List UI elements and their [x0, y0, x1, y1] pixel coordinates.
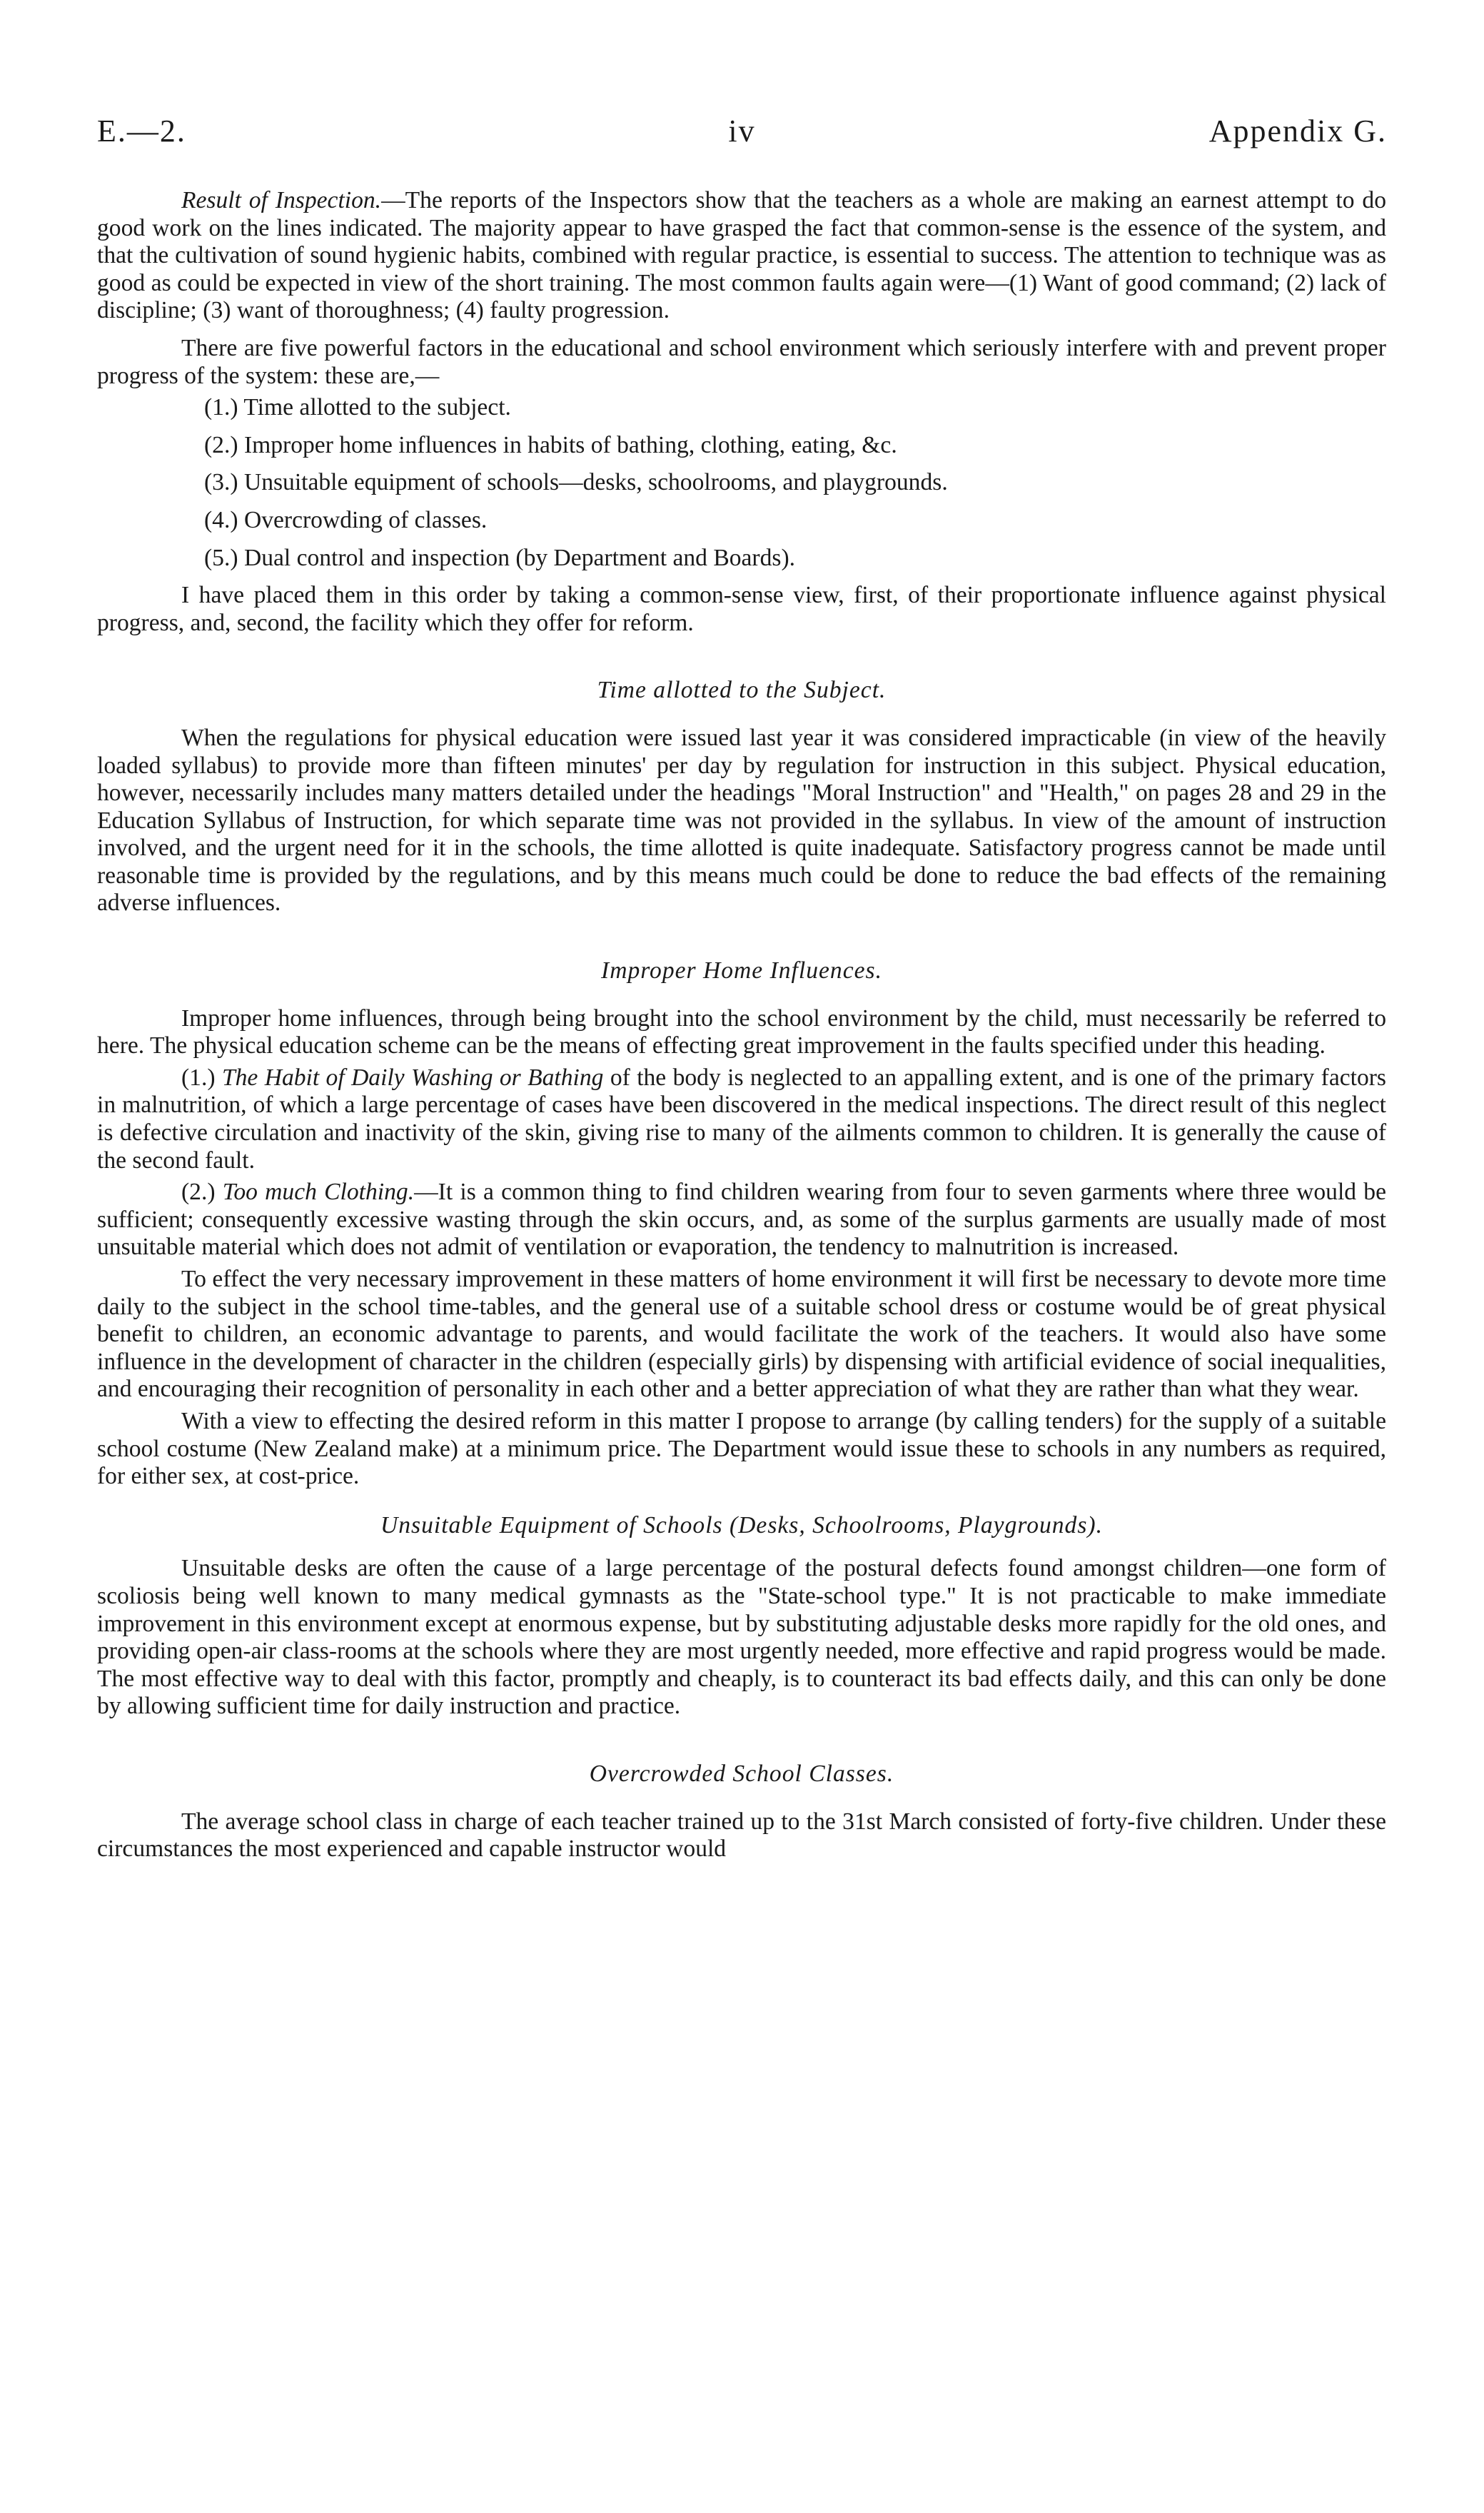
page-header	[97, 113, 1387, 156]
home-clothing-paragraph	[97, 1179, 1386, 1261]
document-body	[97, 187, 1386, 1868]
factor-item: (5.) Dual control and inspection (by Department and Boards).	[204, 544, 796, 571]
page-number: iv	[728, 114, 756, 148]
result-lead: Result of Inspection.	[181, 187, 382, 213]
bathing-lead: The Habit of Daily Washing or Bathing	[221, 1064, 604, 1091]
bathing-text: of the body is neglected to an appalling extent, and is one of the primary factors in malnutrition, of which a large percentage of cases have been discovered in the medical inspections. The direct result of this neglect is defective circulation and inactivity of the skin, giving rise to many of the ailments common to children. It is generally the cause of the second fault.	[97, 1064, 1386, 1174]
clothing-text: —It is a common thing to find children wearing from four to seven garments where three would be sufficient; consequently excessive wasting through the skin occurs, and, as some of the surplus garments are usually made of most unsuitable material which does not admit of ventilation or evaporation, the tendency to malnutrition is increased.	[97, 1179, 1386, 1261]
factor-item: (2.) Improper home influences in habits of bathing, clothing, eating, &c.	[204, 431, 897, 458]
clothing-number: (2.)	[181, 1179, 223, 1206]
factors-intro: There are five powerful factors in the educational and school environment which seriously interfere with and prevent proper progress of the system: these are,—	[97, 334, 1386, 389]
overcrowded-paragraph: The average school class in charge of each teacher trained up to the 31st March consisted of forty-five children. Under these circumstances the most experienced and capable instructor would	[97, 1808, 1386, 1863]
equipment-paragraph: Unsuitable desks are often the cause of a large percentage of the postural defects found amongst children—one form of scoliosis being well known to many medical gymnasts as the "State-school type." It is not practicable to make immediate improvement in this environment except at enormous expense, but by substituting adjustable desks more rapidly for the old ones, and providing open-air class-rooms at the schools where they are most urgently needed, more effective and rapid progress would be made. The most effective way to deal with this factor, promptly and cheaply, is to counteract its bad effects daily, and this can only be done by allowing sufficient time for daily instruction and practice.	[97, 1555, 1386, 1720]
overcrowded-heading: Overcrowded School Classes.	[589, 1760, 894, 1787]
home-intro: Improper home influences, through being brought into the school environment by the child, must necessarily be referred to here. The physical education scheme can be the means of effecting great improvement in the faults specified under this heading.	[97, 1004, 1386, 1059]
appendix-label: Appendix G.	[1208, 114, 1387, 148]
factor-item: (1.) Time allotted to the subject.	[204, 394, 511, 421]
equipment-heading: Unsuitable Equipment of Schools (Desks, Schoolrooms, Playgrounds).	[380, 1511, 1103, 1538]
time-paragraph: When the regulations for physical education were issued last year it was considered impracticable (in view of the heavily loaded syllabus) to provide more than fifteen minutes' per day by regulation for instruction in this subject. Physical education, however, necessarily includes many matters detailed under the headings "Moral Instruction" and "Health," on pages 28 and 29 in the Education Syllabus of Instruction, for which separate time was not provided in the syllabus. In view of the amount of instruction involved, and the urgent need for it in the schools, the time allotted is quite inadequate. Satisfactory progress cannot be made until reasonable time is provided by the regulations, and by this means much could be done to reduce the bad effects of the remaining adverse influences.	[97, 724, 1386, 917]
home-bathing-paragraph	[97, 1064, 1386, 1174]
document-reference: E.—2.	[97, 114, 186, 148]
result-text: —The reports of the Inspectors show that the teachers as a whole are making an earnest attempt to do good work on the lines indicated. The majority appear to have grasped the fact that common-sense is the essence of the system, and that the cultivation of sound hygienic habits, combined with regular practice, is essential to success. The attention to technique was as good as could be expected in view of the short training. The most common faults again were—(1) Want of good command; (2) lack of discipline; (3) want of thoroughness; (4) faulty progression.	[97, 187, 1386, 324]
home-improvement-paragraph: To effect the very necessary improvement in these matters of home environment it will first be necessary to devote more time daily to the subject in the school time-tables, and the general use of a suitable school dress or costume would be of great physical benefit to children, an economic advantage to parents, and would facilitate the work of the teachers. It would also have some influence in the development of character in the children (especially girls) by dispensing with artificial evidence of social inequalities, and encouraging their recognition of personality in each other and a better appreciation of what they are rather than what they wear.	[97, 1266, 1386, 1403]
time-heading: Time allotted to the Subject.	[597, 677, 887, 704]
clothing-lead: Too much Clothing.	[222, 1179, 415, 1206]
bathing-number: (1.)	[181, 1064, 222, 1091]
order-paragraph: I have placed them in this order by taking a common-sense view, first, of their proportionate influence against physical progress, and, second, the facility which they offer for reform.	[97, 582, 1386, 636]
home-costume-paragraph: With a view to effecting the desired reform in this matter I propose to arrange (by calling tenders) for the supply of a suitable school costume (New Zealand make) at a minimum price. The Department would issue these to schools in any numbers as required, for either sex, at cost-price.	[97, 1407, 1386, 1490]
result-paragraph	[97, 187, 1386, 325]
home-heading: Improper Home Influences.	[601, 957, 882, 984]
factor-item: (3.) Unsuitable equipment of schools—desks, schoolrooms, and playgrounds.	[204, 469, 948, 496]
factor-item: (4.) Overcrowding of classes.	[204, 506, 488, 533]
